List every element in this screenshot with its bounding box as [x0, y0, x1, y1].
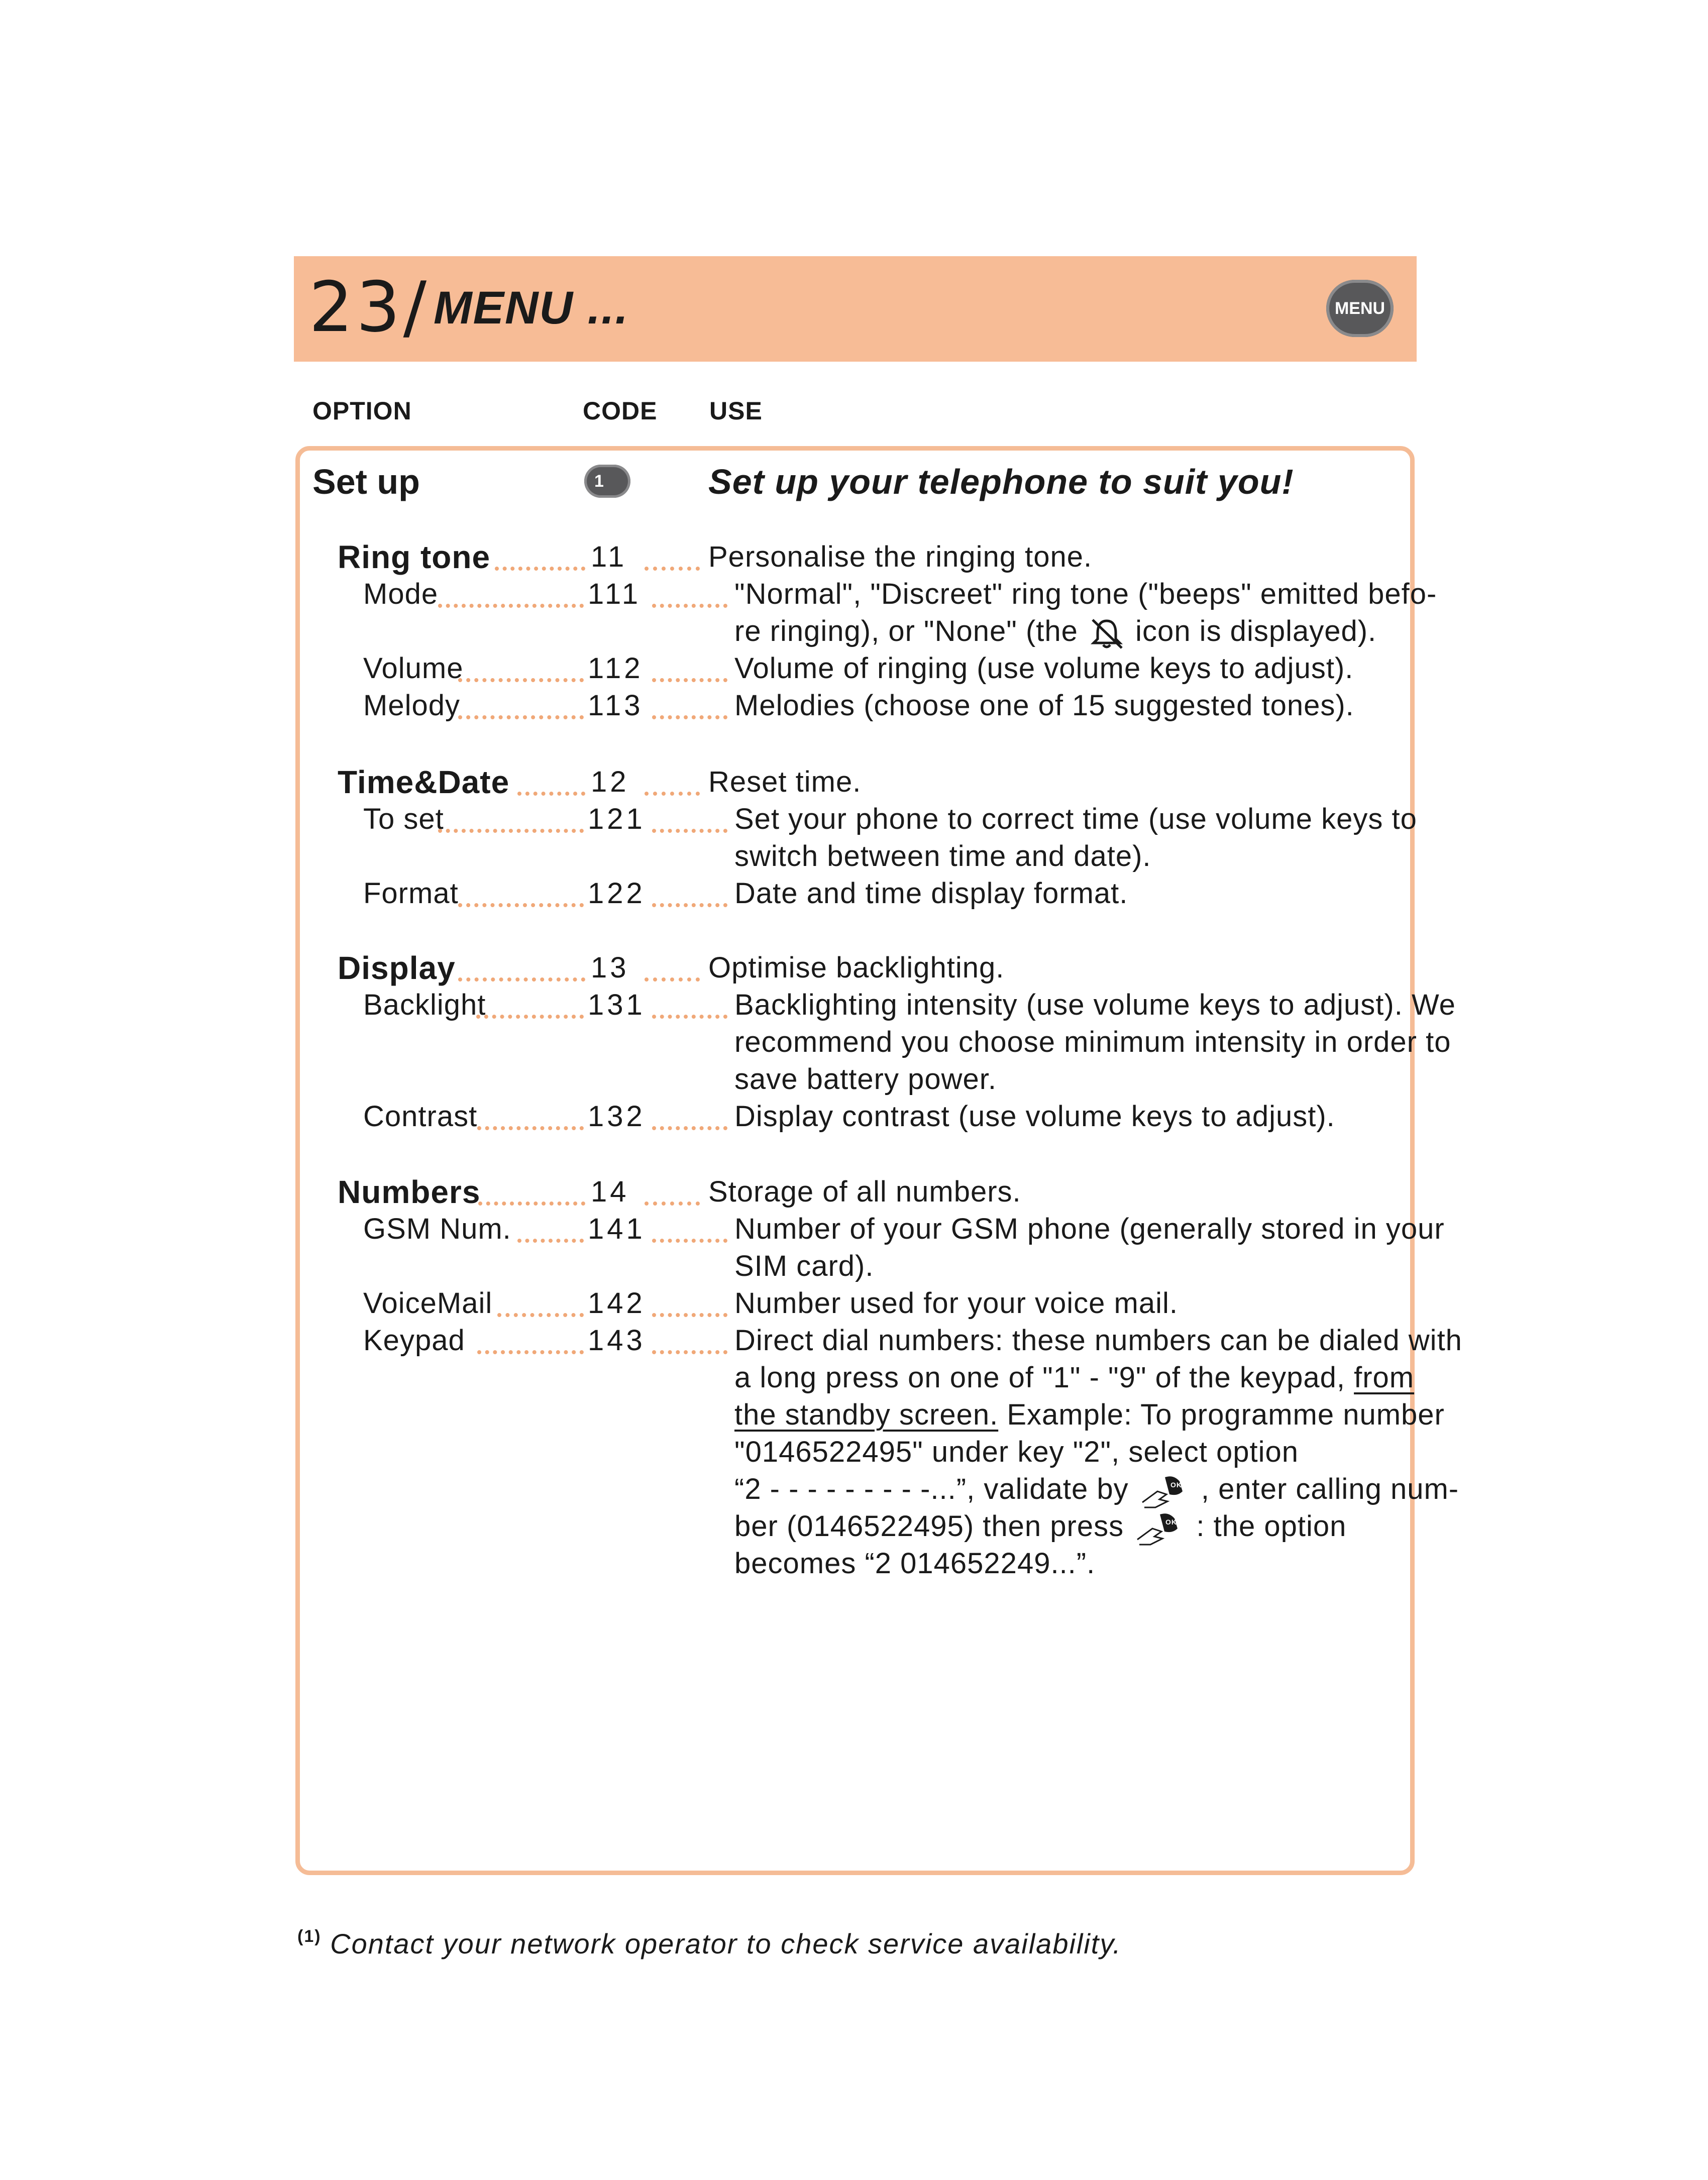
table-row	[0, 1024, 1708, 1061]
use-text: re ringing), or "None" (the	[734, 615, 1078, 647]
leader-dots	[652, 1239, 727, 1243]
option-code: 113	[588, 689, 644, 722]
leader-dots	[645, 567, 700, 571]
use-text: a long press on one of "1" - "9" of the keypad,	[734, 1361, 1345, 1394]
table-row	[0, 1471, 1708, 1508]
option-use-continued: SIM card).	[734, 1250, 874, 1282]
table-row	[0, 949, 1708, 987]
table-row	[0, 1061, 1708, 1098]
leader-dots	[652, 604, 727, 608]
table-row	[0, 1173, 1708, 1211]
option-use: Date and time display format.	[734, 877, 1128, 910]
option-use-continued: switch between time and date).	[734, 840, 1151, 873]
page-number: 23/	[309, 267, 430, 348]
leader-dots	[478, 1202, 585, 1206]
leader-dots	[517, 792, 585, 796]
leader-dots	[497, 1313, 584, 1317]
option-code: 14	[591, 1175, 629, 1208]
table-row	[0, 1098, 1708, 1135]
option-code: 122	[588, 877, 646, 910]
use-text-underlined: from	[1354, 1361, 1415, 1394]
leader-dots	[652, 903, 727, 907]
table-row	[0, 1508, 1708, 1545]
option-use-continued: becomes “2 014652249...”.	[734, 1547, 1096, 1580]
leader-dots	[645, 1202, 700, 1206]
option-use-continued	[734, 1359, 1414, 1396]
option-label: Time&Date	[338, 764, 510, 800]
column-header-code: CODE	[583, 397, 658, 425]
page-title: MENU ...	[434, 282, 629, 334]
leader-dots	[652, 715, 727, 719]
section-title: Set up	[312, 462, 420, 501]
table-row	[0, 576, 1708, 613]
table-row	[0, 687, 1708, 724]
leader-dots	[652, 678, 727, 682]
option-use-continued	[734, 1471, 1459, 1511]
bell-off-icon	[1087, 616, 1127, 651]
leader-dots	[652, 829, 727, 833]
ok-key-hand-icon	[1137, 1471, 1193, 1511]
option-code: 131	[588, 989, 646, 1021]
leader-dots	[438, 604, 584, 608]
option-code: 121	[588, 803, 646, 835]
option-label: Mode	[363, 578, 439, 610]
menu-key-icon: MENU	[1326, 280, 1394, 337]
code-badge: 1	[584, 465, 630, 498]
option-use: Melodies (choose one of 15 suggested tones).	[734, 689, 1354, 722]
option-label: Ring tone	[338, 539, 491, 575]
footnote-text: Contact your network operator to check service availability.	[330, 1928, 1122, 1959]
option-label: Contrast	[363, 1100, 478, 1133]
option-use-continued	[734, 613, 1376, 651]
table-row	[0, 875, 1708, 912]
use-text: ber (0146522495) then press	[734, 1510, 1124, 1543]
use-text: “2 - - - - - - - - -...”, validate by	[734, 1473, 1129, 1505]
use-text: : the option	[1196, 1510, 1347, 1543]
option-use: Personalise the ringing tone.	[708, 540, 1093, 573]
use-text: , enter calling num-	[1201, 1473, 1459, 1505]
option-label: To set	[363, 803, 444, 835]
option-use: Direct dial numbers: these numbers can be dialed with	[734, 1324, 1462, 1357]
table-row	[0, 1322, 1708, 1359]
table-row	[0, 838, 1708, 875]
footnote	[297, 1924, 1122, 1964]
column-header-use: USE	[709, 397, 763, 425]
option-use-continued: "0146522495" under key "2", select option	[734, 1436, 1299, 1468]
option-use: "Normal", "Discreet" ring tone ("beeps" emitted befo-	[734, 578, 1437, 610]
header-bar	[294, 256, 1417, 362]
table-row	[0, 1285, 1708, 1322]
option-label: Melody	[363, 689, 460, 722]
table-row	[0, 538, 1708, 576]
table-row	[0, 650, 1708, 687]
leader-dots	[645, 792, 700, 796]
table-row	[0, 613, 1708, 650]
option-code: 12	[591, 766, 629, 798]
leader-dots	[652, 1126, 727, 1130]
svg-text:OK: OK	[1170, 1480, 1182, 1489]
option-use: Number of your GSM phone (generally stored in your	[734, 1213, 1445, 1245]
option-use: Reset time.	[708, 766, 862, 798]
leader-dots	[517, 1239, 584, 1243]
option-use-continued: recommend you choose minimum intensity in order to	[734, 1026, 1451, 1058]
option-label: VoiceMail	[363, 1287, 493, 1320]
table-row	[0, 987, 1708, 1024]
leader-dots	[458, 977, 585, 982]
table-row	[0, 1434, 1708, 1471]
column-header-option: OPTION	[312, 397, 412, 425]
table-row	[0, 1396, 1708, 1434]
leader-dots	[495, 567, 585, 571]
table-row	[0, 801, 1708, 838]
option-use: Storage of all numbers.	[708, 1175, 1021, 1208]
option-label: Display	[338, 950, 456, 986]
option-use: Backlighting intensity (use volume keys to adjust). We	[734, 989, 1456, 1021]
option-label: Backlight	[363, 989, 486, 1021]
option-label: Numbers	[338, 1174, 481, 1210]
option-use: Optimise backlighting.	[708, 951, 1005, 984]
option-label: GSM Num.	[363, 1213, 511, 1245]
leader-dots	[458, 678, 584, 682]
table-row	[0, 764, 1708, 801]
footnote-marker: (1)	[297, 1927, 322, 1946]
leader-dots	[652, 1350, 727, 1354]
option-code: 142	[588, 1287, 646, 1320]
option-code: 141	[588, 1213, 646, 1245]
option-code: 112	[588, 652, 644, 685]
option-use-continued: save battery power.	[734, 1063, 997, 1096]
leader-dots	[458, 903, 584, 907]
use-text: Example: To programme number	[1007, 1398, 1445, 1431]
option-code: 13	[591, 951, 629, 984]
leader-dots	[476, 1015, 584, 1019]
table-row	[0, 1545, 1708, 1582]
leader-dots	[458, 715, 584, 719]
option-code: 143	[588, 1324, 646, 1357]
option-code: 132	[588, 1100, 646, 1133]
option-use: Set your phone to correct time (use volume keys to	[734, 803, 1417, 835]
leader-dots	[477, 1126, 584, 1130]
table-row	[0, 1211, 1708, 1248]
leader-dots	[438, 829, 584, 833]
option-use: Volume of ringing (use volume keys to adjust).	[734, 652, 1354, 685]
leader-dots	[477, 1350, 584, 1354]
ok-key-hand-icon	[1132, 1508, 1188, 1549]
leader-dots	[645, 977, 700, 982]
table-row	[0, 1248, 1708, 1285]
table-row	[0, 1359, 1708, 1396]
leader-dots	[652, 1015, 727, 1019]
use-text-underlined: the standby screen.	[734, 1398, 999, 1431]
leader-dots	[652, 1313, 727, 1317]
option-code: 111	[588, 578, 642, 610]
option-use-continued	[734, 1396, 1445, 1434]
option-use: Number used for your voice mail.	[734, 1287, 1178, 1320]
section-use: Set up your telephone to suit you!	[708, 462, 1294, 501]
option-label: Volume	[363, 652, 464, 685]
option-code: 11	[591, 540, 627, 573]
option-use: Display contrast (use volume keys to adjust).	[734, 1100, 1335, 1133]
option-use-continued	[734, 1508, 1346, 1549]
svg-text:OK: OK	[1165, 1517, 1178, 1526]
option-label: Format	[363, 877, 459, 910]
option-label: Keypad	[363, 1324, 465, 1357]
use-text: icon is displayed).	[1135, 615, 1377, 647]
